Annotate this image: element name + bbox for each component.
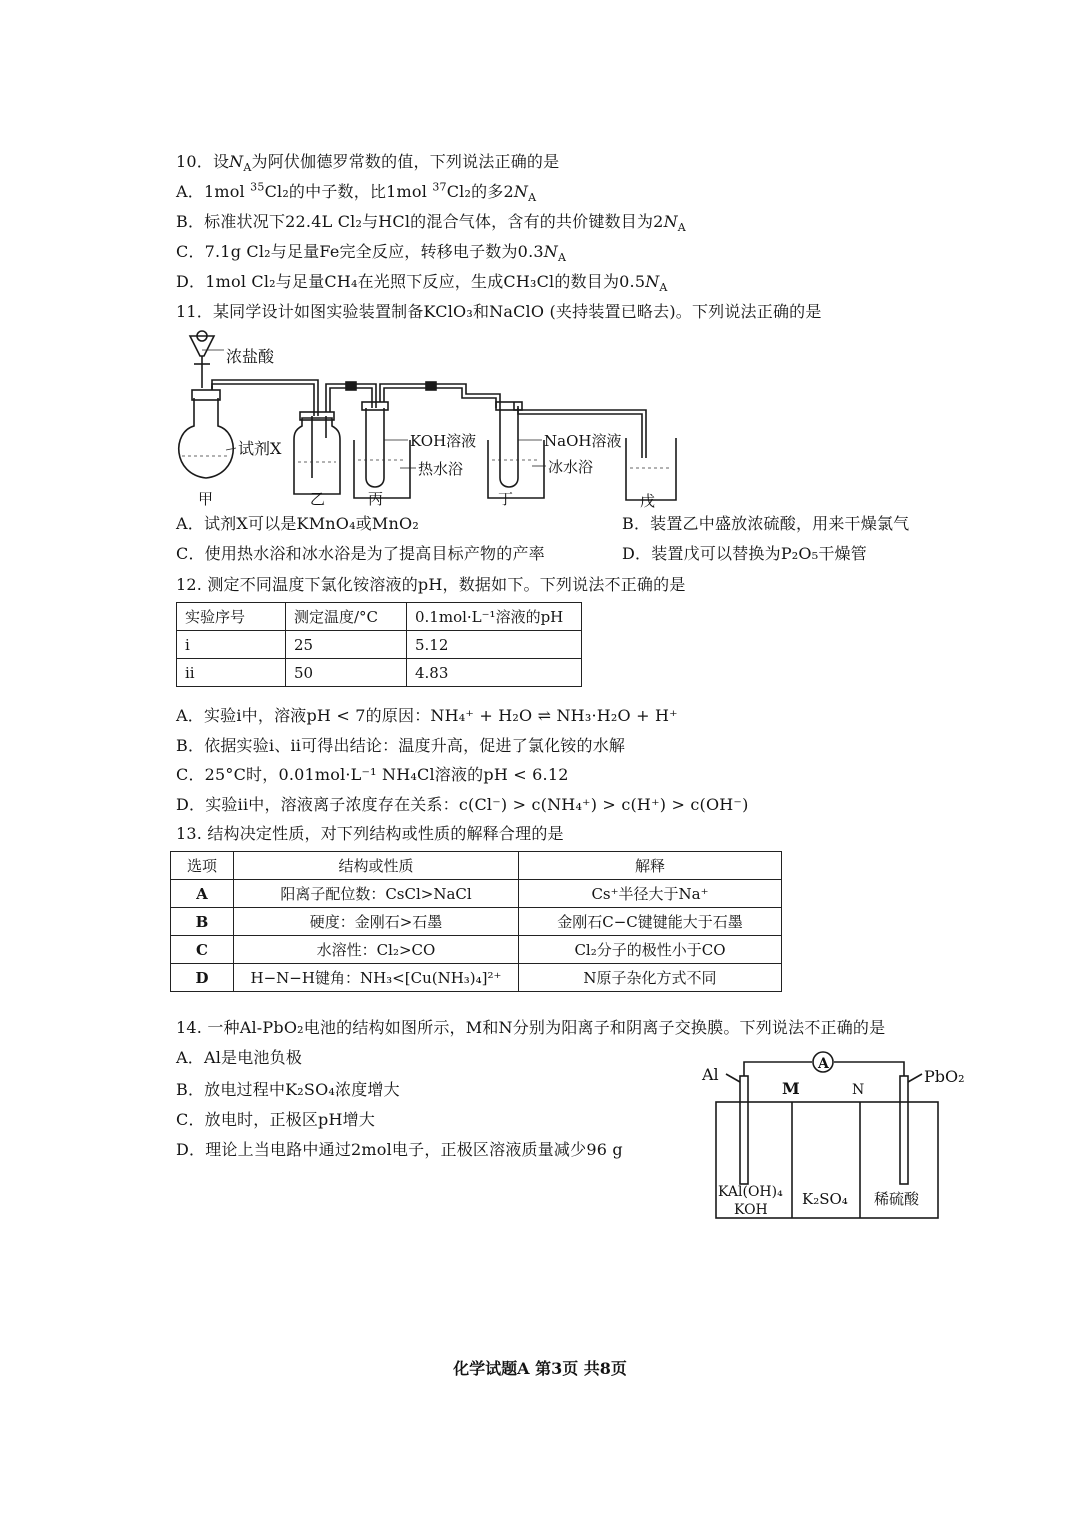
al-electrode: [740, 1076, 748, 1184]
q11-stem: 11．某同学设计如图实验装置制备KClO₃和NaClO (夹持装置已略去)。下列说法正确的是: [176, 302, 822, 321]
q14-option-a: A．Al是电池负极: [176, 1048, 303, 1067]
beaker-wu: [626, 438, 676, 500]
table-row: [177, 659, 582, 687]
table-cell: 金刚石C−C键键能大于石墨: [519, 908, 782, 936]
table-cell: A: [171, 880, 234, 908]
q10-option-b: B．标准状况下22.4L Cl₂与HCl的混合气体，含有的共价键数目为$2N_A$: [176, 212, 686, 235]
label-membrane-m: M: [782, 1079, 800, 1098]
label-right-solution: 稀硫酸: [874, 1190, 920, 1208]
q11-apparatus-diagram: [170, 328, 690, 510]
q12-option-b: B．依据实验i、ii可得出结论：温度升高，促进了氯化铵的水解: [176, 736, 626, 755]
q10-option-c: C．7.1g Cl₂与足量Fe完全反应，转移电子数为$0.3N_A$: [176, 242, 567, 265]
table-header-row: [177, 603, 582, 631]
q14-option-b: B．放电过程中K₂SO₄浓度增大: [176, 1080, 400, 1099]
table-cell: ii: [177, 659, 286, 687]
table-cell: C: [171, 936, 234, 964]
table-header-row: [171, 852, 782, 880]
table-row: [171, 908, 782, 936]
label-al: Al: [702, 1065, 719, 1084]
table-cell: 硬度：金刚石>石墨: [234, 908, 519, 936]
q13-explanation-table: [170, 851, 782, 992]
tube-bing: [366, 408, 384, 487]
q12-stem: 12. 测定不同温度下氯化铵溶液的pH，数据如下。下列说法不正确的是: [176, 575, 686, 594]
label-ding: 丁: [498, 490, 514, 508]
round-bottom-flask: [179, 398, 233, 478]
q11-option-d: D．装置戊可以替换为P₂O₅干燥管: [622, 544, 867, 563]
label-koh: KOH溶液: [410, 432, 477, 450]
table-cell: i: [177, 631, 286, 659]
q11-option-b: B．装置乙中盛放浓硫酸，用来干燥氯气: [622, 514, 910, 533]
q12-option-a: A．实验i中，溶液pH < 7的原因：NH₄⁺ + H₂O ⇌ NH₃·H₂O + H⁺: [176, 706, 678, 725]
table-cell: N原子杂化方式不同: [519, 964, 782, 992]
q10-option-d: D．1mol Cl₂与足量CH₄在光照下反应，生成CH₃Cl的数目为$0.5N_A$: [176, 272, 668, 295]
label-left-solution-1: KAl(OH)₄: [718, 1184, 783, 1200]
label-membrane-n: N: [852, 1082, 865, 1098]
label-bing: 丙: [368, 490, 384, 508]
page-footer: 化学试题A 第3页 共8页: [453, 1359, 627, 1378]
q12-data-table: [176, 602, 582, 687]
label-pbo2: PbO₂: [924, 1067, 965, 1086]
table-cell: B: [171, 908, 234, 936]
label-jia: 甲: [198, 490, 214, 508]
table-cell: 50: [286, 659, 407, 687]
q14-stem: 14. 一种Al-PbO₂电池的结构如图所示，M和N分别为阳离子和阴离子交换膜。下列说法不正确的是: [176, 1018, 886, 1037]
pbo2-electrode: [900, 1076, 908, 1184]
q14-battery-diagram: [696, 1044, 972, 1222]
table-row: [171, 880, 782, 908]
tube-ding: [500, 408, 518, 487]
label-left-solution-2: KOH: [734, 1202, 768, 1218]
table-cell: 水溶性：Cl₂>CO: [234, 936, 519, 964]
separatory-funnel: [190, 336, 214, 356]
q10-option-a: A．1mol $^{35}$Cl₂的中子数，比1mol $^{37}$Cl₂的多$2N_A$: [176, 180, 537, 205]
table-cell: Cl₂分子的极性小于CO: [519, 936, 782, 964]
table-cell: D: [171, 964, 234, 992]
table-cell: Cs⁺半径大于Na⁺: [519, 880, 782, 908]
label-naoh: NaOH溶液: [544, 432, 622, 450]
table-header-cell: 测定温度/°C: [286, 603, 407, 631]
table-cell: 25: [286, 631, 407, 659]
q10-stem: 10．设$N_A$为阿伏伽德罗常数的值，下列说法正确的是: [176, 152, 560, 175]
table-cell: 阳离子配位数：CsCl>NaCl: [234, 880, 519, 908]
beaker-ding: [488, 440, 544, 498]
label-wu: 戊: [640, 492, 656, 510]
table-cell: 5.12: [407, 631, 582, 659]
table-row: [171, 936, 782, 964]
q14-option-c: C．放电时，正极区pH增大: [176, 1110, 376, 1129]
table-row: [177, 631, 582, 659]
table-cell: H−N−H键角：NH₃<[Cu(NH₃)₄]²⁺: [234, 964, 519, 992]
q13-stem: 13. 结构决定性质，对下列结构或性质的解释合理的是: [176, 824, 564, 843]
label-ice-bath: 冰水浴: [548, 458, 594, 476]
q14-option-d: D．理论上当电路中通过2mol电子，正极区溶液质量减少96 g: [176, 1140, 623, 1159]
label-ammeter: A: [818, 1056, 829, 1072]
q11-option-a: A．试剂X可以是KMnO₄或MnO₂: [176, 514, 419, 533]
label-yi: 乙: [310, 490, 326, 508]
label-hot-bath: 热水浴: [418, 460, 464, 478]
table-header-cell: 解释: [519, 852, 782, 880]
table-header-cell: 选项: [171, 852, 234, 880]
table-cell: 4.83: [407, 659, 582, 687]
table-header-cell: 实验序号: [177, 603, 286, 631]
q12-option-d: D．实验ii中，溶液离子浓度存在关系：c(Cl⁻) > c(NH₄⁺) > c(H⁺) > c(OH⁻): [176, 795, 749, 814]
table-header-cell: 0.1mol·L⁻¹溶液的pH: [407, 603, 582, 631]
label-acid: 浓盐酸: [226, 347, 275, 366]
label-mid-solution: K₂SO₄: [802, 1190, 848, 1208]
label-reagent-x: 试剂X: [238, 439, 282, 458]
q12-option-c: C．25°C时，0.01mol·L⁻¹ NH₄Cl溶液的pH < 6.12: [176, 765, 569, 784]
q11-option-c: C．使用热水浴和冰水浴是为了提高目标产物的产率: [176, 544, 545, 563]
table-header-cell: 结构或性质: [234, 852, 519, 880]
table-row: [171, 964, 782, 992]
bottle-yi: [294, 418, 340, 494]
